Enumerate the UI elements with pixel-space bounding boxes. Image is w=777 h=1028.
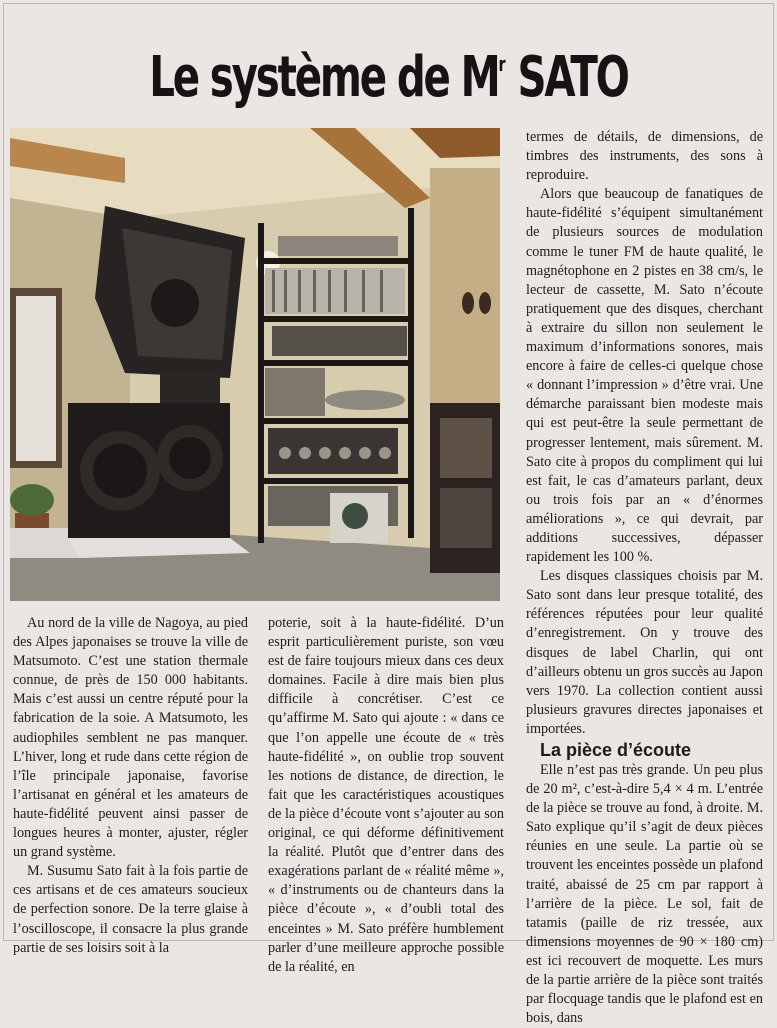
article-column-1 bbox=[13, 614, 248, 958]
paragraph: Au nord de la ville de Nagoya, au pied des Alpes japonaises se trouve la ville de Matsumoto. C’est une station thermale connue, de près de 150 000 habitants. Mais c’est aussi un centre réputé pour la fabrication de la soie. A Matsumoto, les audiophiles semblent ne pas manquer. L’hiver, long et rude dans cette région de l’île principale japonaise, favorise l’artisanat en général et les amateurs de haute-fidélité peuvent ainsi passer de longues heures à monter, ajuster, régler un grand système. bbox=[13, 615, 248, 861]
paragraph: poterie, soit à la haute-fidélité. D’un esprit particulièrement puriste, son vœu est de faire toujours mieux dans ces deux domaines. Facile à dire mais bien plus difficile à concrétiser. C’est ce qu’affirme M. Sato qui ajoute : « dans ce que l’on appelle une écoute de « très haute-fidélité », on oublie trop souvent les notions de distance, de direction, le fait que les caractéristiques acoustiques de la pièce d’écoute vont s’ajouter au son original, ce qui déforme définitivement la réalité. Plutôt que d’entrer dans des exagérations parlant de « réalité même », « d’instruments ou de chanteurs dans la pièce d’écoute », « d’oubli total des enceintes » M. Sato préfère humblement parler d’une meilleure approche possible de la réalité, en bbox=[268, 615, 504, 975]
article-column-3 bbox=[526, 128, 763, 1028]
section-heading: La pièce d’écoute bbox=[540, 740, 692, 760]
article-column-2 bbox=[268, 614, 504, 977]
paragraph: M. Susumu Sato fait à la fois partie de ces artisans et de ces amateurs soucieux de perfection sonore. De la terre glaise à l’oscilloscope, il consacre la plus grande partie de ses loisirs soit à la bbox=[13, 863, 248, 956]
paragraph: Elle n’est pas très grande. Un peu plus de 20 m², c’est-à-dire 5,4 × 4 m. L’entrée de la pièce se trouve au fond, à droite. M. Sato explique qu’il s’agit de deux pièces réunies en une seule. La partie où se trouvent les enceintes possède un plafond traité, abaissé de 25 cm par rapport à l’arrière de la pièce. Le sol, fait de tatamis (paille de riz tressée, aux dimensions moyennes de 90 × 180 cm) est ici recouvert de moquette. Les murs de la partie arrière de la pièce sont traités par flocquage tandis que le plafond est en bois, dans bbox=[526, 762, 763, 1027]
paragraph: Les disques classiques choisis par M. Sato sont dans leur presque totalité, des références réputées pour leur qualité d’enregistrement. On y trouve des disques de label Charlin, qui ont d’ailleurs obtenu un gros succès au Japon vers 1970. La collection contient aussi plusieurs gravures directes japonaises et importées. bbox=[526, 568, 763, 737]
listening-room-photo bbox=[10, 128, 500, 601]
article-title: Le système de $M^r$ SATO bbox=[149, 44, 628, 110]
paragraph: Alors que beaucoup de fanatiques de haute-fidélité s’équipent simultanément de plusieurs sources de modulation comme le tuner FM de haute qualité, le magnétophone en 2 pistes en 38 cm/s, le lecteur de cassette, M. Sato n’écoute pratiquement que des disques, cherchant à extraire du sillon non seulement le maximum d’informations sonores, mais encore à faire de celles-ci quelque chose « donnant l’impression » d’être vrai. Une démarche paraissant bien modeste mais qui est peut-être la seule permettant de progresser lentement, mais sûrement. M. Sato cite à propos du compliment qui lui est fait, le cas d’amateurs parlant, deux ou trois fois par an « d’énormes améliorations », ce qui devrait, par additions successives, dépasser rapidement les 100 %. bbox=[526, 186, 763, 566]
paragraph: termes de détails, de dimensions, de timbres des instruments, des sons à reproduire. bbox=[526, 129, 763, 184]
